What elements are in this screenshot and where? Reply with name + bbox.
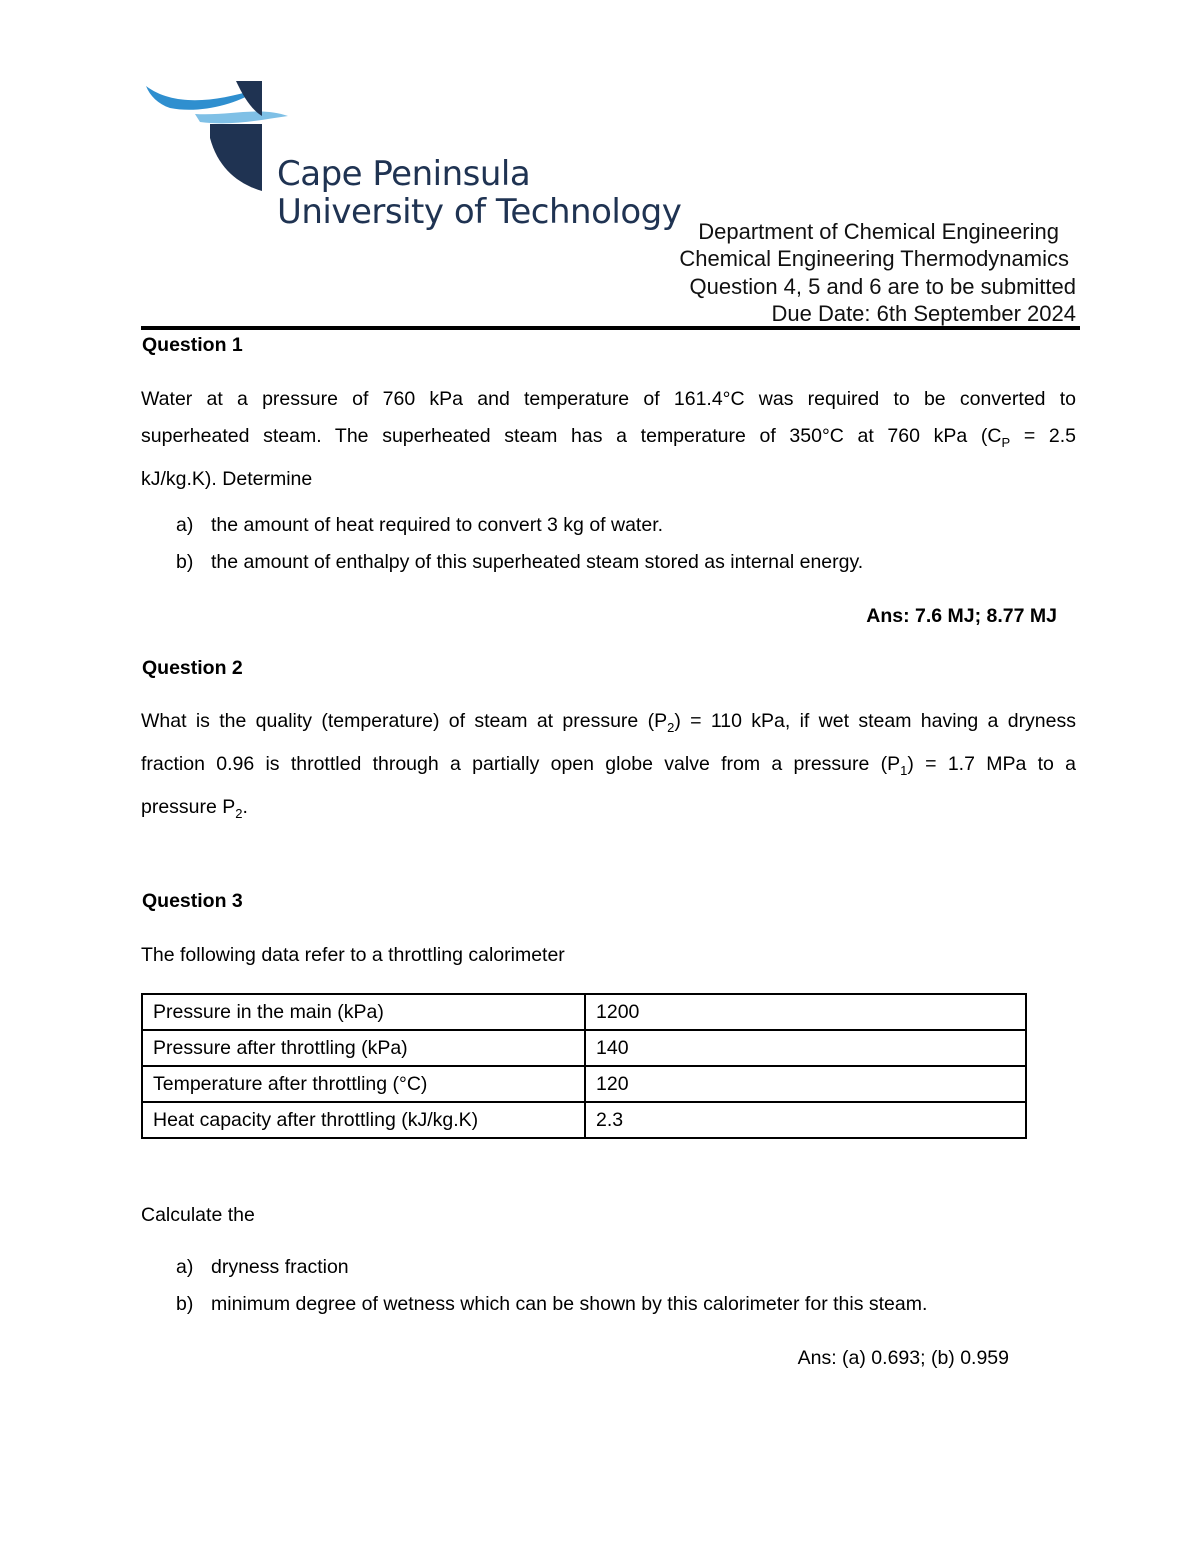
- university-logo: [140, 76, 680, 246]
- table-cell-value: 1200: [585, 994, 1026, 1030]
- q1-line-1: Water at a pressure of 760 kPa and temperature of 161.4°C was required to be converted to: [141, 388, 1076, 410]
- logo-emblem-icon: [140, 76, 290, 196]
- q3-calculate: Calculate the: [141, 1204, 255, 1226]
- table-row: [142, 1066, 1026, 1102]
- q1-item-b: b) the amount of enthalpy of this superheated steam stored as internal energy.: [176, 551, 864, 573]
- course-name: Chemical Engineering Thermodynamics: [679, 246, 1069, 271]
- table-cell-value: 140: [585, 1030, 1026, 1066]
- q3-item-b: b) minimum degree of wetness which can be shown by this calorimeter for this steam.: [176, 1293, 928, 1315]
- q1-item-a: a) the amount of heat required to convert 3 kg of water.: [176, 514, 664, 536]
- header-divider: [141, 326, 1080, 330]
- table-cell-label: Pressure in the main (kPa): [142, 994, 585, 1030]
- q2-line-2: fraction 0.96 is throttled through a partially open globe valve from a pressure $(P_1) = 1.7$ MPa to a: [141, 752, 1077, 778]
- question-1-heading: Question 1: [142, 334, 243, 356]
- q3-answer: Ans: (a) 0.693; (b) 0.959: [797, 1347, 1009, 1369]
- table-row: [142, 1102, 1026, 1138]
- due-date: Due Date: 6th September 2024: [771, 301, 1076, 326]
- question-3-heading: Question 3: [142, 890, 243, 912]
- q3-item-a: a) dryness fraction: [176, 1256, 349, 1278]
- logo-line-2: University of Technology: [277, 192, 682, 232]
- table-cell-value: 120: [585, 1066, 1026, 1102]
- table-cell-label: Heat capacity after throttling (kJ/kg.K): [142, 1102, 585, 1138]
- table-row: [142, 1030, 1026, 1066]
- question-2-heading: Question 2: [142, 657, 243, 679]
- department-name: Department of Chemical Engineering: [698, 219, 1059, 244]
- table-cell-value: 2.3: [585, 1102, 1026, 1138]
- q1-answer: Ans: 7.6 MJ; 8.77 MJ: [866, 605, 1057, 627]
- calorimeter-data-table: [141, 993, 1027, 1139]
- q1-line-3: kJ/kg.K). Determine: [141, 467, 313, 490]
- table-cell-label: Pressure after throttling (kPa): [142, 1030, 585, 1066]
- q2-line-3: pressure $P_2$.: [141, 795, 248, 821]
- question-2-text: [141, 703, 1076, 832]
- q2-line-1: What is the quality (temperature) of steam at pressure $(P_2) = 110$ kPa, if wet steam having a dryness: [141, 710, 1076, 735]
- q3-intro: The following data refer to a throttling calorimeter: [141, 944, 565, 966]
- table-cell-label: Temperature after throttling (°C): [142, 1066, 585, 1102]
- submission-note: Question 4, 5 and 6 are to be submitted: [689, 274, 1076, 299]
- table-row: [142, 994, 1026, 1030]
- question-1-text: [141, 381, 1076, 498]
- logo-line-1: Cape Peninsula: [277, 154, 531, 194]
- q1-line-2: superheated steam. The superheated steam has a temperature of 350°C at 760 kPa ($C_P = 2.5$: [141, 425, 1076, 450]
